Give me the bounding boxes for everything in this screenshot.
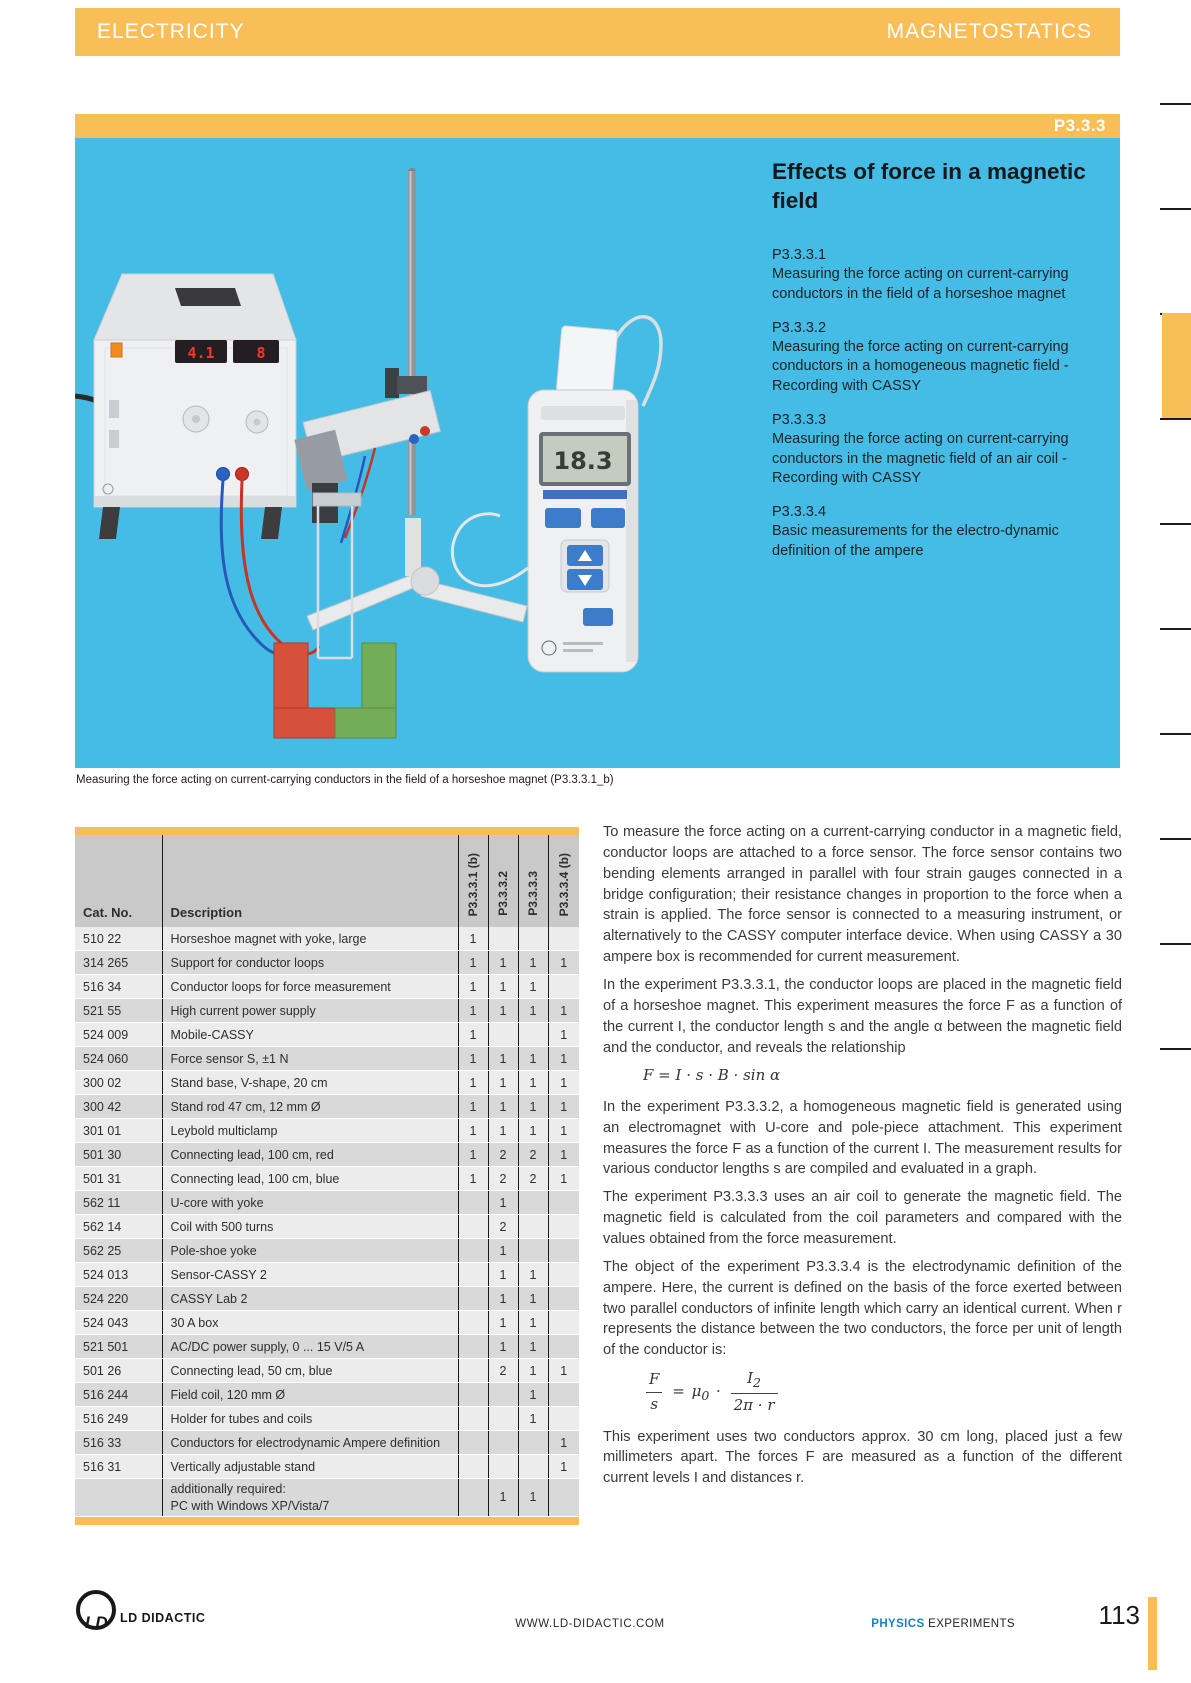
brand-name: LD DIDACTIC <box>120 1611 206 1625</box>
experiment-code: P3.3.3.3 <box>772 411 827 428</box>
qty-cell: 1 <box>488 1239 518 1263</box>
qty-cell: 2 <box>518 1167 548 1191</box>
formula-force-law: F = I · s · B · sin α <box>643 1066 781 1085</box>
table-row <box>75 975 579 999</box>
stand-rod <box>408 171 416 515</box>
table-row <box>75 1335 579 1359</box>
qty-cell: 1 <box>518 1383 548 1407</box>
description-cell: U-core with yoke <box>162 1191 458 1215</box>
qty-cell <box>518 1455 548 1479</box>
page-edge-tick <box>1160 103 1191 105</box>
qty-cell <box>488 1431 518 1455</box>
qty-cell <box>518 1239 548 1263</box>
power-supply-voltage-display: 8 <box>256 344 266 362</box>
qty-cell: 1 <box>548 1071 579 1095</box>
qty-cell: 1 <box>488 1335 518 1359</box>
qty-cell: 1 <box>458 927 488 951</box>
page-edge-tick <box>1160 1048 1191 1050</box>
qty-cell: 1 <box>518 1359 548 1383</box>
column-header-p3332: P3.3.3.2 <box>488 835 518 927</box>
ld-didactic-logo <box>72 1585 252 1640</box>
cat-no-cell: 501 26 <box>75 1359 162 1383</box>
footer-url: WWW.LD-DIDACTIC.COM <box>515 1618 665 1630</box>
qty-cell: 1 <box>548 951 579 975</box>
table-row <box>75 951 579 975</box>
table-header-row <box>75 835 579 927</box>
qty-cell <box>458 1479 488 1517</box>
description-cell: Force sensor S, ±1 N <box>162 1047 458 1071</box>
experiment-item <box>772 319 1117 396</box>
qty-cell: 1 <box>488 1287 518 1311</box>
cat-no-cell: 516 249 <box>75 1407 162 1431</box>
qty-cell: 1 <box>488 1191 518 1215</box>
cat-no-cell: 562 25 <box>75 1239 162 1263</box>
table-row <box>75 1167 579 1191</box>
qty-cell <box>518 1191 548 1215</box>
indicator-lamp <box>111 343 122 357</box>
qty-cell <box>458 1215 488 1239</box>
section-code: P3.3.3 <box>1053 116 1106 135</box>
qty-cell <box>488 1407 518 1431</box>
qty-cell <box>518 1023 548 1047</box>
experiment-setup-photo <box>75 138 775 768</box>
description-cell: Vertically adjustable stand <box>162 1455 458 1479</box>
qty-cell: 2 <box>488 1167 518 1191</box>
page-edge-tick <box>1160 523 1191 525</box>
qty-cell: 1 <box>488 1263 518 1287</box>
page-edge-tick <box>1160 838 1191 840</box>
description-cell: Holder for tubes and coils <box>162 1407 458 1431</box>
qty-cell: 1 <box>488 1479 518 1517</box>
page-edge-tick <box>1160 733 1191 735</box>
qty-cell <box>458 1239 488 1263</box>
qty-cell: 1 <box>548 999 579 1023</box>
cat-no-cell: 562 11 <box>75 1191 162 1215</box>
qty-cell: 2 <box>518 1143 548 1167</box>
description-cell: Sensor-CASSY 2 <box>162 1263 458 1287</box>
qty-cell: 1 <box>458 1047 488 1071</box>
description-cell: Stand base, V-shape, 20 cm <box>162 1071 458 1095</box>
qty-cell: 1 <box>518 1479 548 1517</box>
qty-cell: 1 <box>518 1071 548 1095</box>
cat-no-cell <box>75 1479 162 1517</box>
chapter-label: ELECTRICITY <box>97 20 245 43</box>
mains-cable <box>75 396 96 401</box>
qty-cell <box>548 1335 579 1359</box>
qty-cell: 1 <box>518 999 548 1023</box>
experiment-item <box>772 246 1117 304</box>
qty-cell: 1 <box>488 1071 518 1095</box>
cat-no-cell: 301 01 <box>75 1119 162 1143</box>
qty-cell: 1 <box>518 951 548 975</box>
page-edge-tick <box>1160 943 1191 945</box>
qty-cell <box>548 1311 579 1335</box>
table-bottom-rule <box>75 1517 579 1525</box>
description-cell: additionally required: PC with Windows XP/Vista/7 <box>162 1479 458 1517</box>
experiment-description: Measuring the force acting on current-carrying conductors in a homogeneous magnetic field - Recording with CASSY <box>772 339 1069 394</box>
description-cell: Coil with 500 turns <box>162 1215 458 1239</box>
cat-no-cell: 524 009 <box>75 1023 162 1047</box>
page-number: 113 <box>1098 1600 1140 1630</box>
description-cell: Stand rod 47 cm, 12 mm Ø <box>162 1095 458 1119</box>
page-number-bar <box>1148 1597 1157 1670</box>
page-edge-tab <box>1162 313 1191 418</box>
parts-table-body <box>75 927 579 1517</box>
qty-cell: 1 <box>488 951 518 975</box>
qty-cell <box>488 927 518 951</box>
experiment-item <box>772 411 1117 488</box>
top-banner <box>75 8 1120 56</box>
table-row <box>75 1431 579 1455</box>
table-row <box>75 1479 579 1517</box>
qty-cell: 1 <box>518 1407 548 1431</box>
qty-cell <box>518 1431 548 1455</box>
qty-cell: 1 <box>518 1311 548 1335</box>
qty-cell <box>548 1239 579 1263</box>
qty-cell: 1 <box>518 1095 548 1119</box>
cat-no-header: Cat. No. <box>75 835 162 927</box>
sensor-tube <box>452 514 528 586</box>
description-cell: Leybold multiclamp <box>162 1119 458 1143</box>
qty-cell: 2 <box>488 1215 518 1239</box>
cat-no-cell: 516 33 <box>75 1431 162 1455</box>
page-edge-tick <box>1160 418 1191 420</box>
table-row <box>75 1071 579 1095</box>
qty-cell: 1 <box>458 1143 488 1167</box>
red-terminal <box>236 468 249 481</box>
table-row <box>75 1383 579 1407</box>
qty-cell: 1 <box>488 1311 518 1335</box>
table-row <box>75 1143 579 1167</box>
qty-cell: 1 <box>548 1167 579 1191</box>
table-row <box>75 1407 579 1431</box>
qty-cell <box>548 1215 579 1239</box>
qty-cell <box>458 1335 488 1359</box>
footer-category-experiments: EXPERIMENTS <box>928 1618 1015 1630</box>
parts-table <box>75 827 579 1525</box>
hero-panel <box>75 138 1120 768</box>
qty-cell: 1 <box>458 1071 488 1095</box>
qty-cell: 1 <box>548 1119 579 1143</box>
cat-no-cell: 524 220 <box>75 1287 162 1311</box>
qty-cell: 1 <box>458 975 488 999</box>
power-supply-current-display: 4.1 <box>187 344 215 362</box>
qty-cell <box>488 1383 518 1407</box>
cassy-button <box>591 508 625 528</box>
description-cell: Pole-shoe yoke <box>162 1239 458 1263</box>
cat-no-cell: 501 30 <box>75 1143 162 1167</box>
table-row <box>75 1191 579 1215</box>
table-row <box>75 1023 579 1047</box>
footer-category-physics: PHYSICS <box>871 1618 925 1630</box>
cat-no-cell: 516 31 <box>75 1455 162 1479</box>
qty-cell: 1 <box>518 1119 548 1143</box>
qty-cell <box>488 1455 518 1479</box>
stand-base-leg <box>307 572 425 630</box>
cat-no-cell: 524 013 <box>75 1263 162 1287</box>
qty-cell: 1 <box>458 1167 488 1191</box>
description-cell: Mobile-CASSY <box>162 1023 458 1047</box>
qty-cell: 1 <box>488 975 518 999</box>
experiment-code: P3.3.3.2 <box>772 319 827 336</box>
formula-ampere-definition: $\frac{F}{s}$ = $\mu_0$ · $\frac{I_2}{2\pi \cdot r}$ <box>643 1368 1122 1416</box>
experiment-description: Basic measurements for the electro-dynamic definition of the ampere <box>772 523 1059 559</box>
paragraph: In the experiment P3.3.3.1, the conductor loops are placed in the magnetic field of a horseshoe magnet. This experiment measures the force F as a function of the current I, the conductor length s and the angle α between the magnetic field and the conductor, and reveals the relationship <box>603 977 1122 1056</box>
paragraph: The object of the experiment P3.3.3.4 is the electrodynamic definition of the ampere. Here, the current is defined on the basis of the force exerted between two parallel conductors of infinite length which carry an identical current. When r represents the distance between the two conductors, the force per unit of length of the conductor is: <box>603 1258 1122 1359</box>
qty-cell: 1 <box>548 1455 579 1479</box>
cat-no-cell: 314 265 <box>75 951 162 975</box>
qty-cell <box>548 975 579 999</box>
qty-cell <box>548 1191 579 1215</box>
description-cell: Conductor loops for force measurement <box>162 975 458 999</box>
qty-cell: 1 <box>488 999 518 1023</box>
table-row <box>75 1263 579 1287</box>
qty-cell: 1 <box>518 1263 548 1287</box>
experiment-item <box>772 503 1117 561</box>
column-header-p3333: P3.3.3.3 <box>518 835 548 927</box>
qty-cell <box>458 1191 488 1215</box>
paragraph: The experiment P3.3.3.3 uses an air coil to generate the magnetic field. The magnetic field is calculated from the coil parameters and compared with the values obtained from the force measurement. <box>603 1189 1122 1248</box>
qty-cell <box>458 1431 488 1455</box>
table-row <box>75 1047 579 1071</box>
qty-cell: 1 <box>458 1095 488 1119</box>
qty-cell: 1 <box>458 1023 488 1047</box>
qty-cell: 1 <box>548 1143 579 1167</box>
table-row <box>75 1095 579 1119</box>
table-row <box>75 1455 579 1479</box>
qty-cell: 1 <box>518 975 548 999</box>
cassy-button <box>545 508 581 528</box>
qty-cell: 1 <box>548 1431 579 1455</box>
cat-no-cell: 300 42 <box>75 1095 162 1119</box>
qty-cell <box>458 1263 488 1287</box>
section-code-bar <box>75 114 1120 138</box>
qty-cell <box>548 1383 579 1407</box>
table-row <box>75 999 579 1023</box>
table-row <box>75 1311 579 1335</box>
qty-cell <box>488 1023 518 1047</box>
qty-cell <box>548 1479 579 1517</box>
cat-no-cell: 521 55 <box>75 999 162 1023</box>
table-row <box>75 1287 579 1311</box>
article-text <box>603 822 1122 1496</box>
photo-caption: Measuring the force acting on current-carrying conductors in the field of a horseshoe magnet (P3.3.3.1_b) <box>76 774 614 786</box>
qty-cell: 1 <box>548 1359 579 1383</box>
qty-cell: 1 <box>458 999 488 1023</box>
column-header-p3331: P3.3.3.1 (b) <box>458 835 488 927</box>
carry-handle <box>175 288 241 306</box>
mobile-cassy-display: 18.3 <box>553 447 613 475</box>
qty-cell <box>458 1455 488 1479</box>
qty-cell: 1 <box>518 1047 548 1071</box>
qty-cell: 1 <box>548 1047 579 1071</box>
table-row <box>75 1359 579 1383</box>
qty-cell <box>458 1407 488 1431</box>
table-row <box>75 1119 579 1143</box>
sensor-plug <box>556 326 618 397</box>
paragraph: To measure the force acting on a current-carrying conductor in a magnetic field, conductor loops are attached to a force sensor. The force sensor contains two bending elements arranged in parallel with four strain gauges connected in a bridge configuration; their resistance changes in proportion to the force when a strain is applied. The force sensor is connected to a measuring instrument, or alternatively to the CASSY computer interface device. When using CASSY a 30 ampere box is recommended for current measurement. <box>603 824 1122 966</box>
qty-cell: 1 <box>548 1023 579 1047</box>
description-cell: Field coil, 120 mm Ø <box>162 1383 458 1407</box>
qty-cell <box>548 1287 579 1311</box>
cassy-button <box>583 608 613 626</box>
qty-cell <box>458 1287 488 1311</box>
section-label: MAGNETOSTATICS <box>886 20 1092 43</box>
cat-no-cell: 501 31 <box>75 1167 162 1191</box>
qty-cell <box>458 1359 488 1383</box>
qty-cell: 1 <box>458 951 488 975</box>
description-cell: AC/DC power supply, 0 ... 15 V/5 A <box>162 1335 458 1359</box>
qty-cell: 1 <box>488 1119 518 1143</box>
description-cell: Horseshoe magnet with yoke, large <box>162 927 458 951</box>
cat-no-cell: 516 244 <box>75 1383 162 1407</box>
qty-cell <box>548 1263 579 1287</box>
description-header: Description <box>162 835 458 927</box>
qty-cell: 1 <box>458 1119 488 1143</box>
multiclamp <box>385 368 399 398</box>
description-cell: High current power supply <box>162 999 458 1023</box>
table-top-rule <box>75 827 579 835</box>
qty-cell: 2 <box>488 1143 518 1167</box>
table-row <box>75 927 579 951</box>
description-cell: 30 A box <box>162 1311 458 1335</box>
experiment-list <box>772 246 1117 576</box>
cat-no-cell: 524 060 <box>75 1047 162 1071</box>
description-cell: Connecting lead, 100 cm, red <box>162 1143 458 1167</box>
logo-monogram: LD <box>85 1613 108 1632</box>
cat-no-cell: 510 22 <box>75 927 162 951</box>
page-edge-tick <box>1160 628 1191 630</box>
description-cell: Connecting lead, 100 cm, blue <box>162 1167 458 1191</box>
experiment-description: Measuring the force acting on current-carrying conductors in the field of a horseshoe magnet <box>772 266 1069 302</box>
table-row <box>75 1215 579 1239</box>
qty-cell <box>458 1383 488 1407</box>
paragraph: In the experiment P3.3.3.2, a homogeneous magnetic field is generated using an electromagnet with U-core and pole-piece attachment. This experiment measures the force F as a function of the current I. The measurement results for various conductor lengths s are compiled and evaluated in a graph. <box>603 1098 1122 1178</box>
experiment-description: Measuring the force acting on current-carrying conductors in the magnetic field of an air coil - Recording with CASSY <box>772 431 1069 486</box>
table-row <box>75 1239 579 1263</box>
description-cell: Conductors for electrodynamic Ampere definition <box>162 1431 458 1455</box>
qty-cell: 2 <box>488 1359 518 1383</box>
description-cell: Connecting lead, 50 cm, blue <box>162 1359 458 1383</box>
description-cell: Support for conductor loops <box>162 951 458 975</box>
paragraph: This experiment uses two conductors approx. 30 cm long, placed just a few millimeters apart. The forces F are measured as a function of the different current levels I and distances r. <box>603 1428 1122 1487</box>
experiment-code: P3.3.3.1 <box>772 247 827 263</box>
qty-cell: 1 <box>488 1047 518 1071</box>
qty-cell: 1 <box>488 1095 518 1119</box>
cat-no-cell: 562 14 <box>75 1215 162 1239</box>
qty-cell: 1 <box>548 1095 579 1119</box>
column-header-p3334: P3.3.3.4 (b) <box>548 835 579 927</box>
qty-cell: 1 <box>518 1335 548 1359</box>
qty-cell <box>458 1311 488 1335</box>
mobile-cassy-photo <box>452 317 661 672</box>
experiment-code: P3.3.3.4 <box>772 504 827 521</box>
blue-terminal <box>217 468 230 481</box>
qty-cell <box>518 927 548 951</box>
cat-no-cell: 516 34 <box>75 975 162 999</box>
cat-no-cell: 300 02 <box>75 1071 162 1095</box>
qty-cell: 1 <box>518 1287 548 1311</box>
high-current-power-supply-photo <box>75 274 296 539</box>
page-title: Effects of force in a magnetic field <box>772 159 1086 213</box>
footer-category <box>785 1618 1015 1630</box>
cat-no-cell: 521 501 <box>75 1335 162 1359</box>
description-cell: CASSY Lab 2 <box>162 1287 458 1311</box>
cat-no-cell: 524 043 <box>75 1311 162 1335</box>
page-edge-tick <box>1160 208 1191 210</box>
qty-cell <box>548 927 579 951</box>
qty-cell <box>518 1215 548 1239</box>
qty-cell <box>548 1407 579 1431</box>
